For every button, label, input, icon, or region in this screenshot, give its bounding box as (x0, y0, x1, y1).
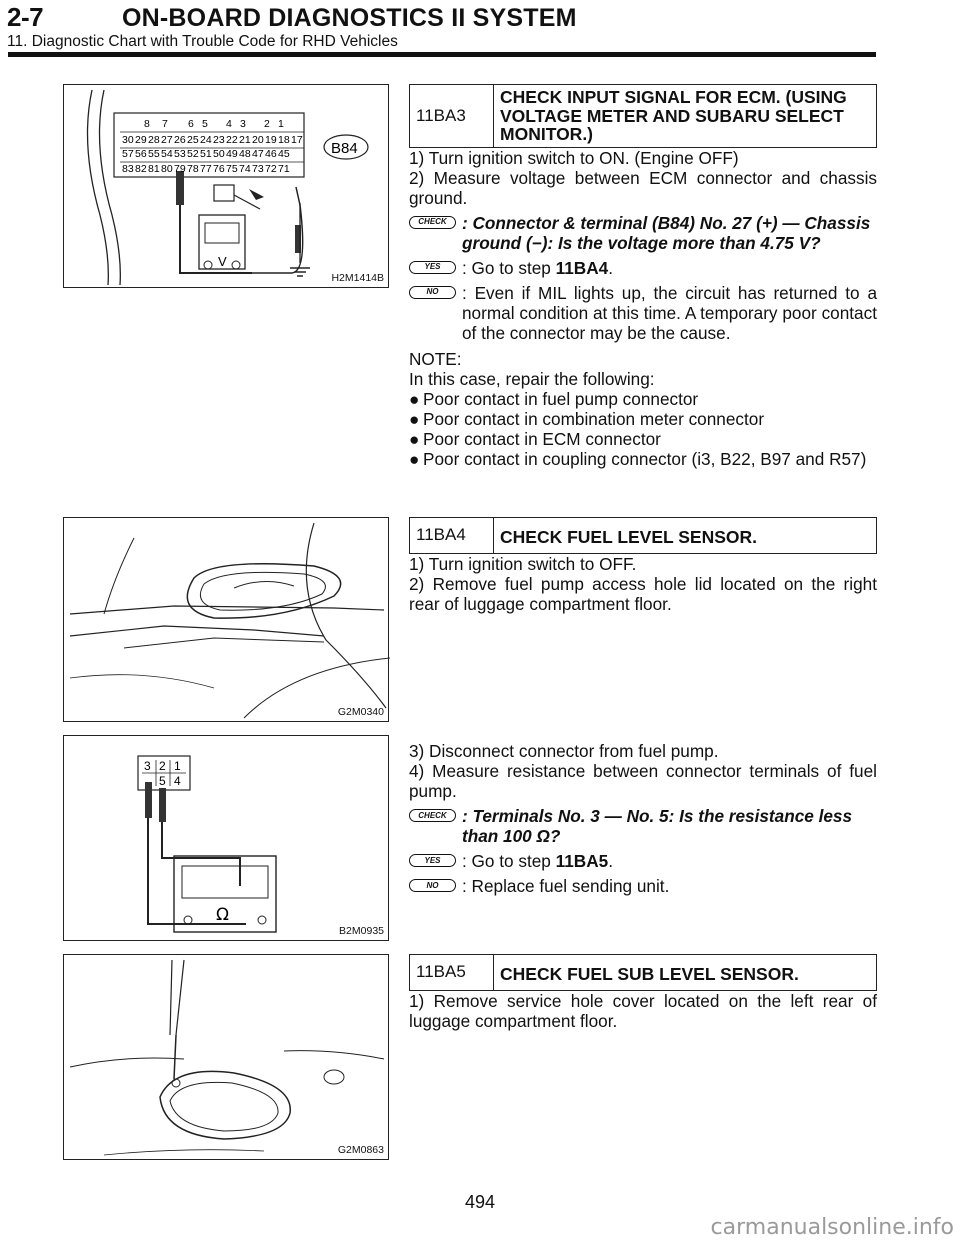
step-header (409, 517, 877, 554)
note-intro: In this case, repair the following: (409, 368, 655, 389)
connector-pin-label: 25 (187, 134, 199, 146)
yes-text: : Go to step (462, 257, 556, 278)
figure-ecm-connector (63, 84, 389, 288)
no-text: : Even if MIL lights up, the circuit has returned to a normal condition at this time. A temporary poor contact of the connector may be the cause. (462, 282, 877, 343)
connector-pin-label: 3 (240, 118, 246, 130)
yes-text-end: . (608, 851, 613, 871)
yes-text: : Go to step (462, 851, 556, 871)
instruction: 1) Remove service hole cover located on the left rear of luggage compartment floor. (409, 991, 877, 1031)
figure-fuel-pump-connector (63, 735, 389, 941)
connector-pin-label: 22 (226, 134, 238, 146)
step-code: 11BA4 (410, 518, 494, 553)
connector-pin-label: 74 (239, 163, 251, 175)
check-row (409, 213, 877, 253)
yes-row (409, 258, 877, 278)
bullet-text: Poor contact in fuel pump connector (423, 388, 699, 409)
page-title: ON-BOARD DIAGNOSTICS II SYSTEM (122, 4, 577, 32)
no-badge: NO (409, 286, 456, 299)
bullet-item: ● Poor contact in combination meter connector (409, 408, 765, 429)
bullet-item: ● Poor contact in fuel pump connector (409, 388, 699, 409)
connector-pin-label: 18 (278, 134, 290, 146)
bullet-text: Poor contact in coupling connector (i3, B22, B97 and R57) (423, 448, 867, 469)
connector-pin-label: 45 (278, 148, 290, 160)
figure-caption: G2M0340 (337, 706, 384, 718)
figure-fuel-pump-lid (63, 517, 389, 722)
connector-pin-label: 76 (213, 163, 225, 175)
connector-pin-label: 55 (148, 148, 160, 160)
pin-label: 5 (159, 774, 166, 788)
connector-pin-label: 78 (187, 163, 199, 175)
connector-pin-label: 81 (148, 163, 160, 175)
connector-pin-label: 48 (239, 148, 251, 160)
no-badge: NO (409, 879, 456, 892)
step-11ba3 (409, 84, 877, 469)
go-to-step-link[interactable]: 11BA5 (555, 851, 609, 871)
check-badge: CHECK (409, 809, 456, 822)
step-heading: CHECK FUEL LEVEL SENSOR. (500, 527, 758, 547)
figure-service-hole (63, 954, 389, 1160)
connector-pin-label: 71 (278, 163, 290, 175)
yes-badge: YES (409, 261, 456, 274)
step-header (409, 84, 877, 148)
instruction: 2) Remove fuel pump access hole lid located on the right rear of luggage compartment floor. (409, 574, 877, 614)
pin-label: 4 (174, 774, 181, 788)
check-badge: CHECK (409, 216, 456, 229)
connector-pin-label: 77 (200, 163, 212, 175)
check-text: : Terminals No. 3 — No. 5: Is the resistance less than 100 Ω? (462, 806, 853, 846)
step-11ba4 (409, 517, 877, 614)
figure-caption: G2M0863 (337, 1144, 384, 1156)
page-number: 494 (464, 1192, 496, 1212)
fuel-pump-connector-diagram (64, 736, 390, 942)
connector-pin-label: 83 (122, 163, 134, 175)
connector-pin-label: 56 (135, 148, 147, 160)
connector-pin-label: 49 (226, 148, 238, 160)
ecm-connector-diagram (64, 85, 390, 289)
connector-pin-label: 82 (135, 163, 147, 175)
connector-pin-label: 6 (188, 118, 194, 130)
instruction: 4) Measure resistance between connector terminals of fuel pump. (409, 761, 877, 801)
connector-pin-label: 75 (226, 163, 238, 175)
connector-pin-label: 26 (174, 134, 186, 146)
luggage-floor-illustration (64, 518, 390, 723)
connector-pin-label: 73 (252, 163, 264, 175)
step-heading: CHECK FUEL SUB LEVEL SENSOR. (500, 964, 799, 984)
instruction: 1) Turn ignition switch to ON. (Engine OFF) (409, 147, 739, 168)
section-number: 2-7 (7, 2, 44, 32)
connector-pin-label: 1 (278, 118, 284, 130)
connector-label: B84 (331, 140, 358, 157)
connector-pin-label: 53 (174, 148, 186, 160)
connector-pin-label: 17 (291, 134, 303, 146)
connector-pin-numbers (122, 118, 303, 175)
step-11ba4-continued (409, 741, 877, 896)
note-label: NOTE: (409, 348, 462, 369)
header-rule (8, 52, 876, 57)
connector-pin-label: 72 (265, 163, 277, 175)
watermark: carmanualsonline.info (710, 1215, 954, 1240)
connector-pin-label: 19 (265, 134, 277, 146)
connector-pin-label: 21 (239, 134, 251, 146)
bullet-text: Poor contact in ECM connector (423, 428, 661, 449)
connector-pin-label: 24 (200, 134, 212, 146)
pin-label: 3 (144, 759, 151, 773)
connector-pin-label: 2 (264, 118, 270, 130)
connector-pin-label: 47 (252, 148, 264, 160)
bullet-item: ● Poor contact in coupling connector (i3, B22, B97 and R57) (409, 448, 867, 469)
yes-text-end: . (608, 257, 613, 278)
no-text: : Replace fuel sending unit. (462, 876, 670, 896)
bullet-item: ● Poor contact in ECM connector (409, 428, 661, 449)
connector-pin-label: 50 (213, 148, 225, 160)
connector-pin-label: 4 (226, 118, 232, 130)
check-text: : Connector & terminal (B84) No. 27 (+) — Chassis ground (−): Is the voltage more than 4.75 V? (462, 212, 871, 253)
page-subtitle: 11. Diagnostic Chart with Trouble Code for RHD Vehicles (7, 33, 398, 50)
pin-label: 2 (159, 759, 166, 773)
step-code: 11BA3 (410, 85, 494, 147)
connector-pin-label: 51 (200, 148, 212, 160)
instruction: 3) Disconnect connector from fuel pump. (409, 741, 719, 761)
no-row (409, 876, 877, 896)
connector-pin-label: 8 (144, 118, 150, 130)
connector-pin-label: 7 (162, 118, 168, 130)
step-heading: CHECK INPUT SIGNAL FOR ECM. (USING VOLTAGE METER AND SUBARU SELECT MONITOR.) (500, 87, 847, 144)
connector-pin-label: 79 (174, 163, 186, 175)
connector-pin-label: 29 (135, 134, 147, 146)
step-11ba5 (409, 954, 877, 1031)
connector-pin-label: 80 (161, 163, 173, 175)
connector-pin-label: 30 (122, 134, 134, 146)
connector-pin-label: 46 (265, 148, 277, 160)
bullet-text: Poor contact in combination meter connector (423, 408, 765, 429)
connector-pin-label: 20 (252, 134, 264, 146)
service-hole-illustration (64, 955, 390, 1161)
connector-pin-label: 57 (122, 148, 134, 160)
instruction: 2) Measure voltage between ECM connector and chassis ground. (409, 167, 877, 208)
connector-pin-label: 27 (161, 134, 173, 146)
yes-badge: YES (409, 854, 456, 867)
figure-caption: H2M1414B (331, 272, 384, 284)
yes-row (409, 851, 877, 871)
instruction: 1) Turn ignition switch to OFF. (409, 554, 637, 574)
go-to-step-link[interactable]: 11BA4 (555, 257, 609, 278)
check-row (409, 806, 877, 846)
meter-v-label: V (218, 254, 227, 269)
figure-caption: B2M0935 (339, 925, 384, 937)
connector-pin-label: 28 (148, 134, 160, 146)
meter-ohm-symbol: Ω (216, 905, 229, 925)
no-row (409, 283, 877, 343)
connector-pin-label: 54 (161, 148, 173, 160)
connector-pin-label: 5 (202, 118, 208, 130)
connector-pin-label: 52 (187, 148, 199, 160)
pin-label: 1 (174, 759, 181, 773)
step-code: 11BA5 (410, 955, 494, 990)
connector-pin-label: 23 (213, 134, 225, 146)
step-header (409, 954, 877, 991)
